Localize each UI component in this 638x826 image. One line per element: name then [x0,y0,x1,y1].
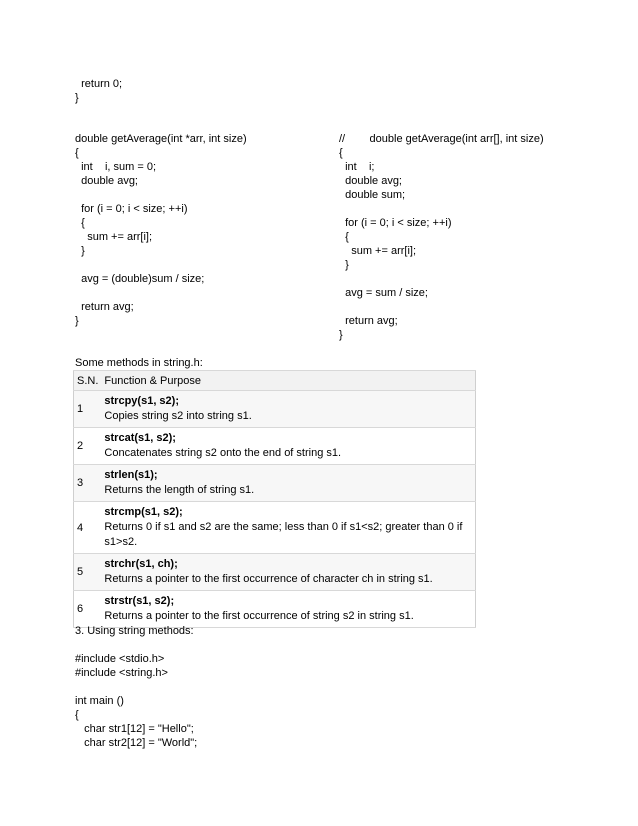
function-name: strcpy(s1, s2); [104,395,179,407]
code-line: sum += arr[i]; [75,231,153,243]
section-heading: 3. Using string methods: [75,625,194,637]
table-row [74,554,476,591]
code-line: // double getAverage(int arr[], int size) [339,133,544,145]
code-line: return 0; [75,78,123,90]
row-number: 4 [74,502,102,554]
table-row [74,502,476,554]
code-line: } [339,329,343,341]
code-line: for (i = 0; i < size; ++i) [339,217,452,229]
code-line: { [339,231,349,243]
string-functions-table [73,370,476,628]
table-row [74,591,476,628]
row-number: 3 [74,465,102,502]
code-line: avg = sum / size; [339,287,428,299]
code-line: double avg; [75,175,138,187]
table-intro: Some methods in string.h: [75,357,203,369]
row-number: 2 [74,428,102,465]
function-name: strstr(s1, s2); [104,595,175,607]
code-line: #include <stdio.h> [75,653,165,665]
function-description: Returns the length of string s1. [104,484,255,496]
table-header-row [74,371,476,391]
table-row [74,428,476,465]
function-description: Returns 0 if s1 and s2 are the same; less than 0 if s1<s2; greater than 0 if s1>s2. [104,521,463,548]
row-number: 5 [74,554,102,591]
function-cell [101,391,475,428]
function-cell [101,502,475,554]
function-description: Concatenates string s2 onto the end of string s1. [104,447,342,459]
function-description: Returns a pointer to the first occurrence of character ch in string s1. [104,573,433,585]
code-line: } [339,259,349,271]
code-line: double getAverage(int *arr, int size) [75,133,247,145]
column-header-function: Function & Purpose [101,371,475,391]
function-name: strchr(s1, ch); [104,558,178,570]
code-line: { [339,147,343,159]
code-line: double avg; [339,175,402,187]
code-line: #include <string.h> [75,667,168,679]
code-line: } [75,92,79,104]
code-line: int i; [339,161,375,173]
function-name: strcat(s1, s2); [104,432,176,444]
function-cell [101,465,475,502]
table-row [74,391,476,428]
code-line: int i, sum = 0; [75,161,157,173]
code-line: avg = (double)sum / size; [75,273,205,285]
row-number: 1 [74,391,102,428]
code-line: return avg; [75,301,134,313]
function-name: strcmp(s1, s2); [104,506,183,518]
code-line: } [75,245,85,257]
function-name: strlen(s1); [104,469,158,481]
column-header-sn: S.N. [74,371,102,391]
row-number: 6 [74,591,102,628]
code-line: { [75,709,79,721]
code-line: int main () [75,695,124,707]
code-line: { [75,217,85,229]
function-cell [101,591,475,628]
code-line: for (i = 0; i < size; ++i) [75,203,188,215]
table-row [74,465,476,502]
function-cell [101,554,475,591]
function-cell [101,428,475,465]
code-line: char str1[12] = "Hello"; [75,723,194,735]
function-description: Returns a pointer to the first occurrence of string s2 in string s1. [104,610,414,622]
code-line: double sum; [339,189,406,201]
code-line: sum += arr[i]; [339,245,417,257]
code-line: } [75,315,79,327]
code-line: char str2[12] = "World"; [75,737,198,749]
code-line: { [75,147,79,159]
code-line: return avg; [339,315,398,327]
function-description: Copies string s2 into string s1. [104,410,252,422]
